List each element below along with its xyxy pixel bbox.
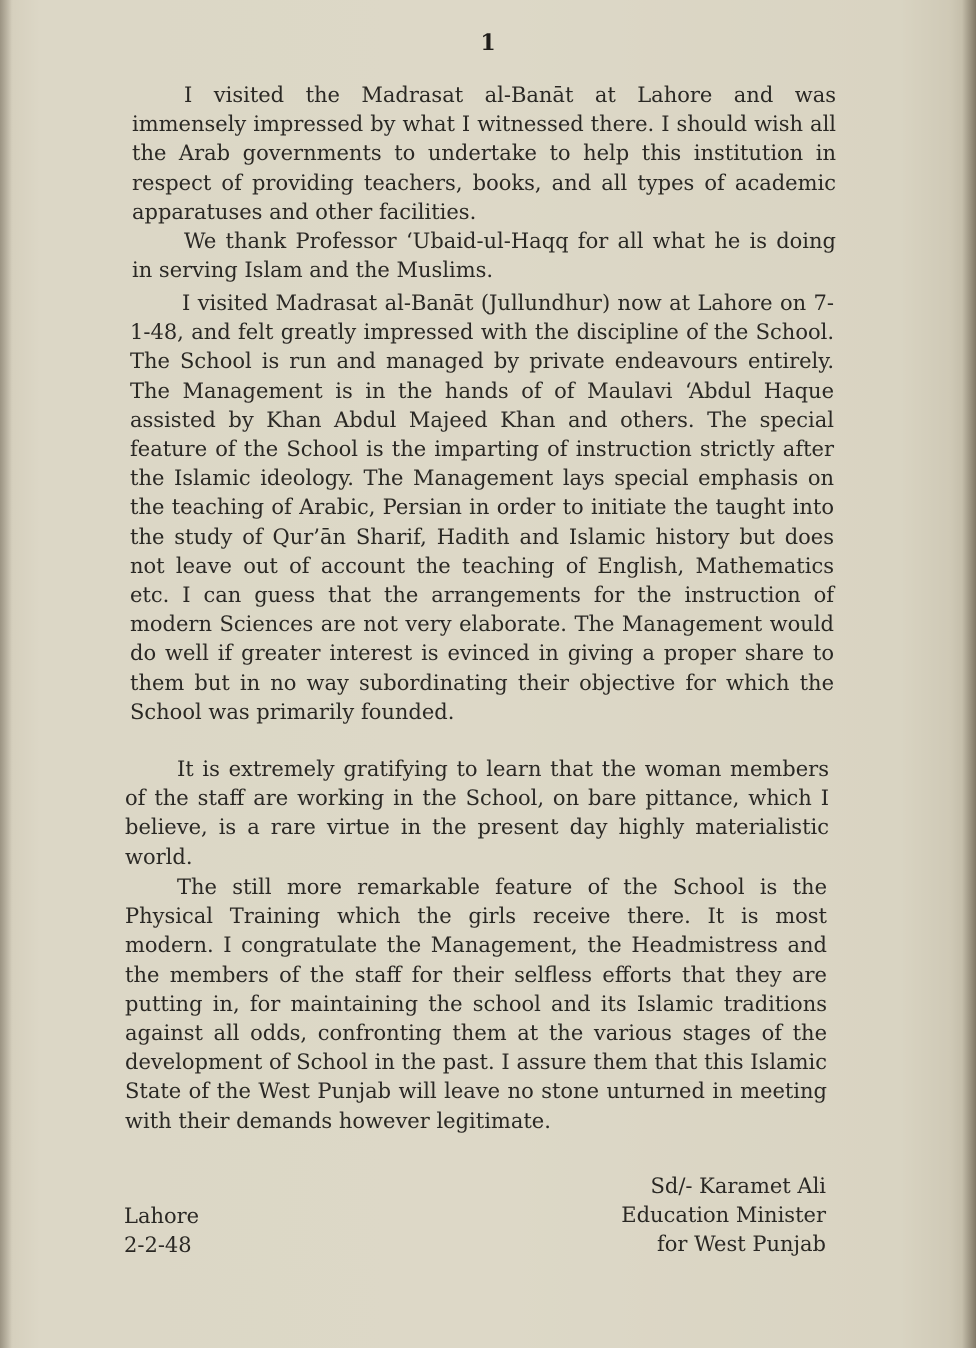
paragraph-text: I visited the Madrasat al-Banāt at Lahore and was immensely impressed by what I witnessed there. I should wish all the Arab governments to undertake to help this institution in respect of providing teachers, books, and all types of academic apparatuses and other facilities. bbox=[132, 83, 836, 224]
paragraph-3 bbox=[130, 289, 834, 727]
paragraph-text: It is extremely gratifying to learn that the woman members of the staff are working in the School, on bare pittance, which I believe, is a rare virtue in the present day highly materialistic world. bbox=[125, 757, 829, 869]
paragraph-5 bbox=[125, 873, 827, 1136]
date: 2-2-48 bbox=[124, 1233, 192, 1257]
page-number: 1 bbox=[480, 30, 496, 56]
paragraph-1 bbox=[132, 81, 836, 227]
page-left-edge-shadow bbox=[0, 0, 12, 1348]
paragraph-2 bbox=[132, 227, 836, 285]
paragraph-text: I visited Madrasat al-Banāt (Jullundhur) now at Lahore on 7-1-48, and felt greatly impressed with the discipline of the School. The School is run and managed by private endeavours entirely. The Management is in the hands of of Maulavi ‘Abdul Haque assisted by Khan Abdul Majeed Khan and others. The special feature of the School is the imparting of instruction strictly after the Islamic ideology. The Management lays special emphasis on the teaching of Arabic, Persian in order to initiate the taught into the study of Qur’ān Sharif, Hadith and Islamic history but does not leave out of account the teaching of English, Mathematics etc. I can guess that the arrangements for the instruction of modern Sciences are not very elaborate. The Management would do well if greater interest is evinced in giving a proper share to them but in no way subordinating their objective for which the School was primarily founded. bbox=[130, 291, 834, 724]
paragraph-text: The still more remarkable feature of the School is the Physical Training which the girls receive there. It is most modern. I congratulate the Management, the Headmistress and the members of the staff for their selfless efforts that they are putting in, for maintaining the school and its Islamic traditions against all odds, confronting them at the various stages of the development of School in the past. I assure them that this Islamic State of the West Punjab will leave no stone unturned in meeting with their demands however legitimate. bbox=[125, 875, 827, 1133]
signature-name: Sd/- Karamet Ali bbox=[650, 1174, 826, 1198]
page-right-edge-shadow bbox=[962, 0, 976, 1348]
signature-region: for West Punjab bbox=[657, 1232, 826, 1256]
place: Lahore bbox=[124, 1204, 200, 1228]
signature-title: Education Minister bbox=[621, 1203, 826, 1227]
paragraph-text: We thank Professor ‘Ubaid-ul-Haqq for all what he is doing in serving Islam and the Muslims. bbox=[132, 229, 836, 283]
paragraph-4 bbox=[125, 755, 829, 872]
